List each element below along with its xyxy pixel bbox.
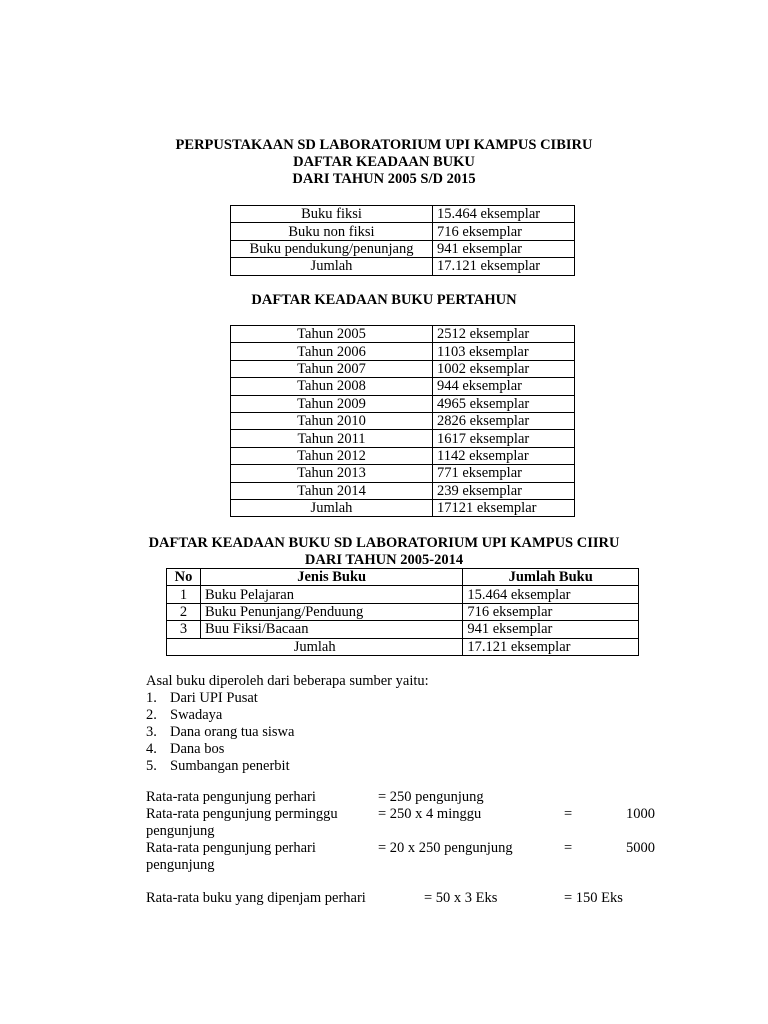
yearly-row — [231, 326, 575, 343]
yearly-value: 1002 eksemplar — [433, 360, 575, 377]
yearly-table-title: DAFTAR KEADAAN BUKU PERTAHUN — [251, 292, 517, 308]
yearly-row — [231, 465, 575, 482]
types-jumlah: 941 eksemplar — [463, 621, 639, 638]
yearly-value: 1103 eksemplar — [433, 343, 575, 360]
list-item-text: Dana orang tua siswa — [170, 724, 295, 740]
stat-loans-calc: = 50 x 3 Eks — [424, 890, 498, 906]
list-item — [146, 724, 294, 741]
stat-loans-label: Rata-rata buku yang dipenjam perhari — [146, 890, 366, 906]
list-item — [146, 690, 258, 707]
list-item — [146, 741, 224, 758]
sources-intro: Asal buku diperoleh dari beberapa sumber yaitu: — [146, 673, 429, 689]
yearly-row — [231, 395, 575, 412]
yearly-row — [231, 499, 575, 516]
list-item-text: Swadaya — [170, 707, 223, 723]
types-table-title: DAFTAR KEADAAN BUKU SD LABORATORIUM UPI KAMPUS CIIRU — [148, 535, 620, 551]
list-item-text: Dari UPI Pusat — [170, 690, 258, 706]
yearly-value: 4965 eksemplar — [433, 395, 575, 412]
yearly-label: Tahun 2009 — [231, 395, 433, 412]
types-table — [166, 568, 639, 656]
yearly-label: Jumlah — [231, 499, 433, 516]
stat-loans-result: = 150 Eks — [564, 890, 623, 906]
yearly-row — [231, 412, 575, 429]
list-item — [146, 707, 222, 724]
yearly-value: 771 eksemplar — [433, 465, 575, 482]
types-jenis: Buku Penunjang/Penduung — [200, 603, 462, 620]
types-jumlah: 15.464 eksemplar — [463, 586, 639, 603]
list-item-number: 2. — [146, 707, 157, 723]
stat-daily-calc: = 250 pengunjung — [378, 789, 484, 805]
types-jumlah: 716 eksemplar — [463, 603, 639, 620]
stat-daily2-calc: = 20 x 250 pengunjung — [378, 840, 513, 856]
yearly-label: Tahun 2011 — [231, 430, 433, 447]
yearly-row — [231, 360, 575, 377]
yearly-row — [231, 378, 575, 395]
header-jumlah: Jumlah Buku — [463, 569, 639, 586]
yearly-label: Tahun 2007 — [231, 360, 433, 377]
summary-table — [230, 205, 575, 276]
yearly-row — [231, 482, 575, 499]
yearly-value: 944 eksemplar — [433, 378, 575, 395]
list-item — [146, 758, 290, 775]
yearly-value: 17121 eksemplar — [433, 499, 575, 516]
yearly-label: Tahun 2005 — [231, 326, 433, 343]
types-total-row — [167, 638, 639, 655]
summary-row — [231, 206, 575, 223]
stat-daily-label: Rata-rata pengunjung perhari — [146, 789, 316, 805]
types-no: 1 — [167, 586, 201, 603]
yearly-label: Tahun 2012 — [231, 447, 433, 464]
stat-weekly-calc: = 250 x 4 minggu — [378, 806, 482, 822]
document-subtitle: DAFTAR KEADAAN BUKU — [293, 154, 475, 170]
yearly-value: 1617 eksemplar — [433, 430, 575, 447]
summary-value: 17.121 eksemplar — [433, 258, 575, 275]
stat-daily2-unit: pengunjung — [146, 857, 215, 873]
stat-daily2-eq: = — [564, 840, 573, 856]
summary-label: Buku non fiksi — [231, 223, 433, 240]
stat-weekly-label: Rata-rata pengunjung perminggu — [146, 806, 338, 822]
types-row — [167, 586, 639, 603]
list-item-number: 4. — [146, 741, 157, 757]
summary-label: Jumlah — [231, 258, 433, 275]
yearly-value: 239 eksemplar — [433, 482, 575, 499]
yearly-label: Tahun 2014 — [231, 482, 433, 499]
stat-weekly-unit: pengunjung — [146, 823, 215, 839]
yearly-label: Tahun 2013 — [231, 465, 433, 482]
document-title: PERPUSTAKAAN SD LABORATORIUM UPI KAMPUS CIBIRU — [175, 137, 593, 153]
yearly-label: Tahun 2008 — [231, 378, 433, 395]
summary-value: 15.464 eksemplar — [433, 206, 575, 223]
summary-label: Buku pendukung/penunjang — [231, 240, 433, 257]
types-row — [167, 621, 639, 638]
yearly-row — [231, 343, 575, 360]
yearly-label: Tahun 2006 — [231, 343, 433, 360]
list-item-text: Dana bos — [170, 741, 225, 757]
list-item-number: 3. — [146, 724, 157, 740]
list-item-number: 5. — [146, 758, 157, 774]
total-value: 17.121 eksemplar — [463, 638, 639, 655]
types-header-row — [167, 569, 639, 586]
yearly-row — [231, 447, 575, 464]
header-no: No — [167, 569, 201, 586]
types-jenis: Buku Pelajaran — [200, 586, 462, 603]
stat-weekly-result: 1000 — [626, 806, 655, 822]
document-period: DARI TAHUN 2005 S/D 2015 — [292, 171, 476, 187]
yearly-row — [231, 430, 575, 447]
types-row — [167, 603, 639, 620]
types-no: 2 — [167, 603, 201, 620]
summary-value: 941 eksemplar — [433, 240, 575, 257]
total-label: Jumlah — [167, 638, 463, 655]
summary-row — [231, 258, 575, 275]
yearly-value: 1142 eksemplar — [433, 447, 575, 464]
stat-weekly-eq: = — [564, 806, 573, 822]
stat-daily2-result: 5000 — [626, 840, 655, 856]
summary-label: Buku fiksi — [231, 206, 433, 223]
types-jenis: Buu Fiksi/Bacaan — [200, 621, 462, 638]
yearly-value: 2826 eksemplar — [433, 412, 575, 429]
summary-row — [231, 223, 575, 240]
header-jenis: Jenis Buku — [200, 569, 462, 586]
summary-value: 716 eksemplar — [433, 223, 575, 240]
types-table-period: DARI TAHUN 2005-2014 — [304, 552, 464, 568]
summary-row — [231, 240, 575, 257]
list-item-number: 1. — [146, 690, 157, 706]
yearly-value: 2512 eksemplar — [433, 326, 575, 343]
types-no: 3 — [167, 621, 201, 638]
yearly-table — [230, 325, 575, 517]
list-item-text: Sumbangan penerbit — [170, 758, 290, 774]
yearly-label: Tahun 2010 — [231, 412, 433, 429]
stat-daily2-label: Rata-rata pengunjung perhari — [146, 840, 316, 856]
